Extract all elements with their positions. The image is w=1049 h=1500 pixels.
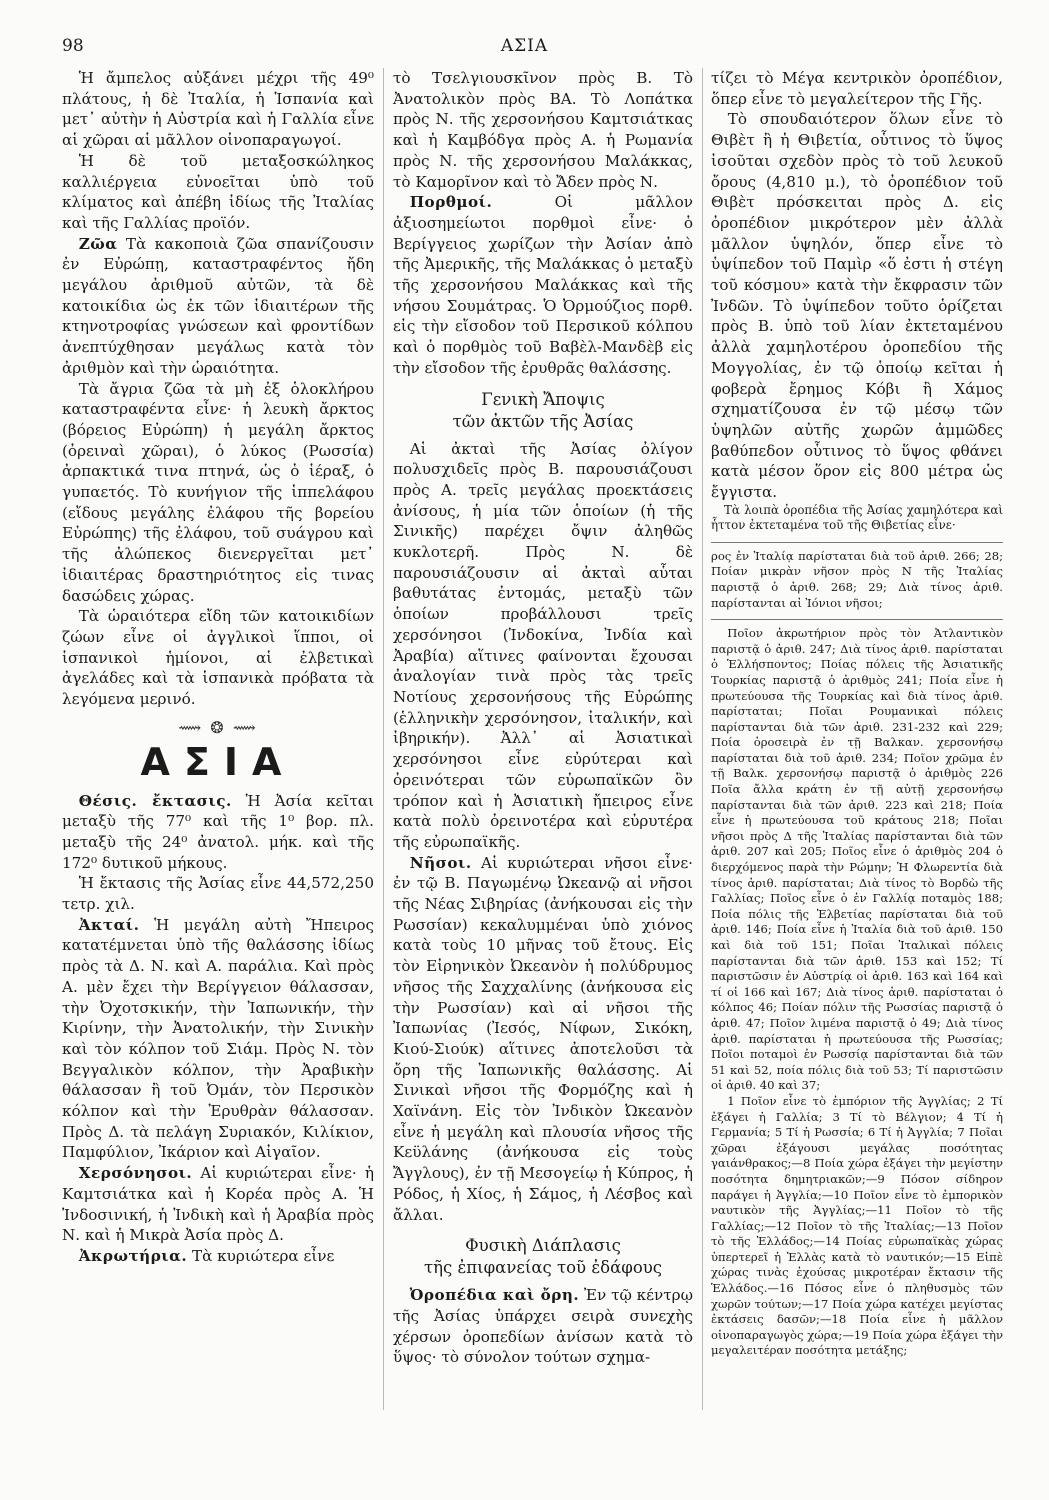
paragraph: Ἡ ἔκτασις τῆς Ἀσίας εἶνε 44,572,250 τετρ. χιλ. bbox=[62, 874, 374, 914]
heading-nesoi: Νῆσοι. bbox=[409, 853, 472, 872]
subheading-line: τῆς ἐπιφανείας τοῦ ἐδάφους bbox=[423, 1258, 663, 1278]
column-rule-left bbox=[383, 68, 384, 1410]
page-number: 98 bbox=[62, 36, 84, 56]
heading-chersonesoi: Χερσόνησοι. bbox=[78, 1164, 193, 1183]
heading-zoa: Ζῶα bbox=[78, 234, 118, 253]
paragraph-akrotiria bbox=[62, 1246, 374, 1267]
questions-paragraph: ρος ἐν Ἰταλίᾳ παρίσταται διὰ τοῦ ἀριθ. 266; 28; Ποίαν μικρὰν νῆσον πρὸς Ν τῆς Ἰταλίας παριστᾷ ὁ ἀριθ. 268; 29; Διὰ τίνος ἀριθ. παρίστανται αἱ Ἰόνιοι νῆσοι; bbox=[711, 548, 1003, 610]
paragraph-text: Οἱ μᾶλλον ἀξιοσημείωτοι πορθμοὶ εἶνε· ὁ Βερίγγειος χωρίζων τὴν Ἀσίαν ἀπὸ τῆς Ἀμερικῆς, τῆς Μαλάκκας ὁ μεταξὺ τῆς χερσονήσου Μαλάκκας καὶ τῆς νήσου Σουμάτρας. Ὁ Ὀρμούζιος πορθ. εἰς τὴν εἴσοδον τοῦ Περσικοῦ κόλπου καὶ ὁ πορθμὸς τοῦ Βαβὲλ-Μανδὲβ εἰς τὴν εἴσοδον τῆς ἐρυθρᾶς θαλάσσης. bbox=[393, 193, 693, 377]
paragraph-note: Τὰ λοιπὰ ὀροπέδια τῆς Ἀσίας χαμηλότερα καὶ ἧττον ἐκτεταμένα τοῦ τῆς Θιβετίας εἶνε· bbox=[711, 502, 1003, 533]
paragraph-text: Ἡ Ἀσία κεῖται μεταξὺ τῆς 77⁰ καὶ τῆς 1⁰ βορ. πλ. μεταξὺ τῆς 24⁰ ἀνατολ. μήκ. καὶ τῆς 172⁰ δυτικοῦ μήκους. bbox=[62, 791, 374, 872]
column-right bbox=[711, 68, 1003, 1359]
ornament-divider: ⟿ ❂ ⟿ bbox=[178, 717, 258, 737]
paragraph-zoa bbox=[62, 234, 374, 379]
footnote-rule bbox=[711, 542, 1003, 543]
paragraph-thesis bbox=[62, 791, 374, 874]
paragraph-text: Τὰ κυριώτερα εἶνε bbox=[191, 1246, 335, 1265]
page-header bbox=[0, 36, 1049, 66]
paragraph-text: Ἐν τῷ κέντρῳ τῆς Ἀσίας ὑπάρχει σειρὰ συνεχὴς χέρσων ὀροπεδίων ἀνίσων κατὰ τὸ ὕψος· τὸ σύνολον τούτων σχημα- bbox=[393, 1286, 693, 1367]
paragraph: τὸ Τσελγιουσκῖνον πρὸς Β. Τὸ Ἀνατολικὸν πρὸς ΒΑ. Τὸ Λοπάτκα πρὸς Ν. τῆς χερσονήσου Καμτσιάτκας καὶ ἡ Καμβόδγα πρὸς Α. ἡ Ρωμανία πρὸς Ν. τῆς χερσονήσου Μαλάκκας, τὸ Καμορῖνον καὶ τὸ Ἄδεν πρὸς Ν. bbox=[393, 69, 693, 191]
questions-rule bbox=[711, 619, 1003, 620]
paragraph-text: Αἱ κυριώτεραι εἶνε· ἡ Καμτσιάτκα καὶ ἡ Κορέα πρὸς Α. Ἡ Ἰνδοσινική, ἡ Ἰνδικὴ καὶ ἡ Ἀραβία πρὸς Ν. καὶ ἡ Μικρὰ Ἀσία πρὸς Δ. bbox=[62, 1164, 374, 1245]
paragraph: Τὰ ὡραιότερα εἴδη τῶν κατοικιδίων ζώων εἶνε οἱ ἀγγλικοὶ ἵπποι, οἱ ἱσπανικοὶ ἡμίονοι, αἱ ἐλβετικαὶ ἀγελάδες καὶ τὰ ἱσπανικὰ πρόβατα τὰ λεγόμενα μερινό. bbox=[62, 607, 374, 709]
paragraph: Τὸ σπουδαιότερον ὅλων εἶνε τὸ Θιβὲτ ἢ ἡ Θιβετία, οὗτινος τὸ ὕψος ἰσοῦται σχεδὸν πρὸς τὸ τοῦ λευκοῦ ὄρους (4,810 μ.), τὸ ὀροπέδιον τοῦ Θιβὲτ πρόσκειται πρὸς Δ. εἰς ὀροπέδιον μικρότερον μὲν ἀλλὰ μᾶλλον ὑψηλόν, ὅπερ εἶνε τὸ ὑψίπεδον τοῦ Παμὶρ «ὅ ἐστι ἡ στέγη τοῦ κόσμου» κατὰ τὴν ἔκφρασιν τῶν Ἰνδῶν. Τὸ ὑψίπεδον τοῦτο ὁρίζεται πρὸς Β. ὑπὸ τοῦ λίαν ἐκτεταμένου ἀλλὰ χαμηλοτέρου ὀροπεδίου τῆς Μογγολίας, ἐν τῷ ὁποίῳ κεῖται ἡ φοβερὰ ἔρημος Κόβι ἢ Χάμος σχηματίζουσα ἐν τῷ μέσῳ τῶν ὑψηλῶν αὐτῆς χωρῶν ἀμμῶδες βαθύπεδον οὗτινος τὸ ὕψος φθάνει κατὰ μέσον ὅρον εἰς 800 μέτρα ὡς ἔγγιστα. bbox=[711, 110, 1003, 502]
heading-thesis: Θέσις. ἔκτασις. bbox=[78, 791, 232, 810]
heading-akrotiria: Ἀκρωτήρια. bbox=[78, 1246, 188, 1265]
paragraph-nesoi bbox=[393, 853, 693, 1226]
paragraph: Τὰ ἄγρια ζῶα τὰ μὴ ἐξ ὁλοκλήρου καταστραφέντα εἶνε· ἡ λευκὴ ἄρκτος (βόρειος Εὐρώπη) ἡ μεγάλη ἄρκτος (ὀρειναὶ χῶραι), ὁ λύκος (Ρωσσία) ἀρπακτικά τινα πτηνά, ὡς ὁ ἱέραξ, ὁ γυπαετός. Τὸ κυνήγιον τῆς ἱππελάφου (εἴδους μεγάλης ἐλάφου τῆς βορείου Εὐρώπης) τῆς ἐλάφου, τοῦ συάγρου καὶ τῆς ἀλώπεκος διενεργεῖται μετ᾽ ἰδιαιτέρας δραστηριότητος εἰς τινας δασώδεις χώρας. bbox=[62, 379, 374, 605]
paragraph-oropedia bbox=[393, 1285, 693, 1368]
subheading-line: τῶν ἀκτῶν τῆς Ἀσίας bbox=[452, 411, 634, 431]
heading-aktai: Ἀκταί. bbox=[78, 915, 140, 934]
heading-porthmoi: Πορθμοί. bbox=[409, 193, 493, 212]
heading-oropedia: Ὀροπέδια καὶ ὄρη. bbox=[409, 1286, 580, 1305]
paragraph-text: Ἡ μεγάλη αὐτὴ Ἤπειρος κατατέμνεται ὑπὸ τῆς θαλάσσης ἰδίως πρὸς τὰ Δ. Ν. καὶ Α. παράλια. Καὶ πρὸς Α. μὲν ἔχει τὴν Βερίγγειον θάλασσαν, τὴν Ὀχοτσκικήν, τὴν Ἰαπωνικήν, τὴν Κιρίνην, τὴν Ἀνατολικήν, τὴν Σινικὴν καὶ τὸν κόλπον τοῦ Σιάμ. Πρὸς Ν. τὸν Βεγγαλικὸν κόλπον, τὴν Ἀραβικὴν θάλασσαν ἢ τοῦ Ὀμάν, τὸν Περσικὸν κόλπον καὶ τὴν Ἐρυθρὰν θάλασσαν. Πρὸς Δ. τὰ πελάγη Συριακόν, Κιλίκιον, Παμφύλιον, Ἰκάριον καὶ Αἰγαῖον. bbox=[62, 915, 375, 1162]
questions-block bbox=[711, 549, 1003, 1359]
paragraph-text: Τὰ κακοποιὰ ζῶα σπανίζουσιν ἐν Εὐρώπῃ, καταστραφέντος ἤδη μεγάλου ἀριθμοῦ αὐτῶν, τὰ δὲ κατοικίδια ὡς ἐκ τῶν ἰδιαιτέρων τῆς κτηνοτροφίας γνώσεων καὶ φροντίδων ἀνεπτύχθησαν μεγάλως κατὰ τὸν ἀριθμὸν καὶ τὴν ὡραιότητα. bbox=[62, 234, 375, 377]
column-middle bbox=[393, 68, 693, 1368]
questions-paragraph: 1 Ποῖον εἶνε τὸ ἐμπόριον τῆς Ἀγγλίας; 2 Τί ἐξάγει ἡ Γαλλία; 3 Τί τὸ Βέλγιον; 4 Τί ἡ Γερμανία; 5 Τί ἡ Ρωσσία; 6 Τί ἡ Ἀγγλία; 7 Ποῖαι χῶραι ἐξάγουσι μεγάλας ποσότητας γαιάνθρακος;—8 Ποία χώρα ἐξάγει τὴν μεγίστην ποσότητα δημητριακῶν;—9 Πόσον σίδηρον παράγει ἡ Ἀγγλία;—10 Ποῖον εἶνε τὸ ἐμπορικὸν ναυτικὸν τῆς Ἀγγλίας;—11 Ποῖον τὸ τῆς Γαλλίας;—12 Ποῖον τὸ τῆς Ἰταλίας;—13 Ποῖον τὸ τῆς Ἑλλάδος;—14 Ποίας εὐρωπαϊκὰς χώρας ὑπερτερεῖ ἡ Ἑλλὰς κατὰ τὸ ναυτικόν;—15 Εἰπὲ χώρας τινὰς ἐχούσας μικροτέραν ἔκτασιν τῆς Ἑλλάδος.—16 Πόσος εἶνε ὁ πληθυσμὸς τῶν χωρῶν τούτων;—17 Ποία χώρα κατέχει μεγίστας ἐκτάσεις δασῶν;—18 Ποία εἶνε ἡ μᾶλλον οἰνοπαραγωγὸς χώρα;—19 Ποία χώρα ἐξάγει τὴν μεγαλειτέραν ποσότητα μετάξης; bbox=[711, 1093, 1003, 1358]
subheading-line: Φυσικὴ Διάπλασις bbox=[465, 1236, 621, 1256]
subheading-line: Γενικὴ Ἄποψις bbox=[481, 389, 605, 409]
paragraph-text: Αἱ κυριώτεραι νῆσοι εἶνε· ἐν τῷ Β. Παγωμένῳ Ὠκεανῷ αἱ νῆσοι τῆς Νέας Σιβηρίας (ἀνήκουσαι εἰς τὴν Ρωσσίαν) κεκαλυμμέναι ὑπὸ χιόνος κατὰ τοὺς 10 μῆνας τοῦ ἔτους. Εἰς τὸν Εἰρηνικὸν Ὠκεανὸν ἡ πολύδρυμος νῆσος τῆς Σαχχαλίνης (ἀνήκουσα εἰς τὴν Ρωσσίαν) καὶ αἱ νῆσοι τῆς Ἰαπωνίας (Ἰεσός, Νίφων, Σικόκη, Κιού-Σιούκ) αἵτινες ἀποτελοῦσι τὰ ὄρη τῆς Ἰαπωνικῆς θαλάσσης. Αἱ Σινικαὶ νῆσοι τῆς Φορμόζης καὶ ἡ Χαϊνάνη. Εἰς τὸν Ἰνδικὸν Ὠκεανὸν εἶνε ἡ μεγάλη καὶ πλουσία νῆσος τῆς Κεϋλάνης (ἀνήκουσα εἰς τοὺς Ἄγγλους), ἐν τῇ Μεσογείῳ ἡ Κύπρος, ἡ Ρόδος, ἡ Χίος, ἡ Σάμος, ἡ Λέσβος καὶ ἄλλαι. bbox=[393, 853, 694, 1224]
paragraph-porthmoi bbox=[393, 192, 693, 378]
subheading-physical-formation bbox=[393, 1235, 693, 1279]
column-left bbox=[62, 68, 374, 1267]
questions-paragraph: Ποῖον ἀκρωτήριον πρὸς τὸν Ἀτλαντικὸν παριστᾷ ὁ ἀριθ. 247; Διὰ τίνος ἀριθ. παρίσταται ὁ Ἑλλήσποντος; Ποίας πόλεις τῆς Ἀσιατικῆς Τουρκίας παριστᾷ ὁ ἀριθμὸς 241; Ποία εἶνε ἡ πρωτεύουσα τῆς Τουρκίας καὶ διὰ τίνος ἀριθ. παρίσταται; Ποῖαι Ρουμανικαὶ πόλεις παρίστανται διὰ τῶν ἀριθ. 231-232 καὶ 229; Ποία ὁροσειρὰ ἐν τῇ Βαλκαν. χερσονήσῳ παρίσταται διὰ τοῦ ἀριθ. 234; Ποῖον χρῶμα ἐν τῇ Βαλκ. χερσονήσῳ παριστᾷ ὁ ἀριθμὸς 226 Ποῖα ἄλλα κράτη ἐν τῇ αὐτῇ χερσονήσῳ παρίστανται διὰ τῶν ἀριθ. 223 καὶ 218; Ποία εἶνε ἡ πρωτεύουσα τοῦ κράτους 218; Ποῖαι νῆσοι πρὸς Δ τῆς Ἰταλίας παρίστανται διὰ τῶν ἀριθ. 207 καὶ 205; Ποῖος εἶνε ὁ ἀριθμὸς 204 ὁ διερχόμενος παρὰ τὴν Ρώμην; Ἡ Φλωρεντία διὰ τίνος ἀριθ. παρίσταται; Διὰ τίνος τὸ Βορδὼ τῆς Γαλλίας; Ποῖος εἶνε ὁ ἐν Γαλλίᾳ ποταμὸς 188; Ποία πόλις τῆς Ἑλβετίας παρίσταται διὰ τοῦ ἀριθ. 146; Ποία εἶνε ἡ Ἰταλία διὰ τοῦ ἀριθ. 150 καὶ διὰ τοῦ 151; Ποῖαι Ἰταλικαὶ πόλεις παρίστανται διὰ τῶν ἀριθ. 153 καὶ 152; Τί παριστῶσιν ἐν Αὐστρίᾳ οἱ ἀριθ. 163 καὶ 164 καὶ τί οἱ 166 καὶ 167; Διὰ τίνος ἀριθ. παρίσταται ὁ κόλπος 46; Ποίαν πόλιν τῆς Ρωσσίας παριστᾷ ὁ ἀριθ. 47; Ποῖον λιμένα παριστᾷ ὁ 49; Διὰ τίνος ἀριθ. παρίσταται ἡ πρωτεύουσα τῆς Ρωσσίας; Ποῖοι ποταμοὶ ἐν Ρωσσίᾳ παρίστανται διὰ τῶν 51 καὶ 52, ποία πόλις διὰ τοῦ 53; Τί παριστῶσιν οἱ ἀριθ. 40 καὶ 37; bbox=[711, 626, 1003, 1093]
paragraph: Ἡ δὲ τοῦ μεταξοσκώληκος καλλιέργεια εὐνοεῖται ὑπὸ τοῦ κλίματος καὶ ἀπέβη ἰδίως τῆς Ἰταλίας καὶ τῆς Γαλλίας προϊόν. bbox=[62, 151, 374, 232]
column-rule-right bbox=[702, 68, 703, 1410]
paragraph-chersonesoi bbox=[62, 1163, 374, 1246]
paragraph-aktai bbox=[62, 915, 374, 1163]
paragraph: τίζει τὸ Μέγα κεντρικὸν ὀροπέδιον, ὅπερ εἶνε τὸ μεγαλείτερον τῆς Γῆς. bbox=[711, 69, 1003, 108]
paragraph: Αἱ ἀκταὶ τῆς Ἀσίας ὀλίγον πολυσχιδεῖς πρὸς Β. παρουσιάζουσι πρὸς Α. τρεῖς μεγάλας προεκτάσεις ἀνίσους, ἡ μία τῶν ὁποίων (ἡ τῆς Σινικῆς) παρέχει ὄψιν ἀληθῶς κυκλοτερῆ. Πρὸς Ν. δὲ παρουσιάζουσιν αἱ ἀκταὶ αὗται βαθυτάτας ἐντομάς, μεταξὺ τῶν ὁποίων προβάλλουσι τρεῖς χερσόνησοι (Ἰνδοκίνα, Ἰνδία καὶ Ἀραβία) αἵτινες φαίνονται ἔχουσαι ἀναλογίαν τινὰ πρὸς τὰς τρεῖς Νοτίους χερσονήσους τῆς Εὐρώπης (ἑλληνικὴν χερσόνησον, ἰταλικήν, καὶ ἰβηρικήν). Ἀλλ᾽ αἱ Ἀσιατικαὶ χερσόνησοι εἶνε εὐρύτεραι καὶ ὀρεινότεραι τῶν εὐρωπαϊκῶν ὃν τρόπον καὶ ἡ Ἀσιατικὴ ἤπειρος εἶνε κατὰ πολὺ ὀρεινοτέρα καὶ εὐρυτέρα τῆς εὐρωπαϊκῆς. bbox=[393, 439, 693, 851]
subheading-general-view bbox=[393, 389, 693, 433]
paragraph: Ἡ ἄμπελος αὐξάνει μέχρι τῆς 49⁰ πλάτους, ἡ δὲ Ἰταλία, ἡ Ἱσπανία καὶ μετ᾽ αὐτὴν ἡ Αὐστρία καὶ ἡ Γαλλία εἶνε αἱ χῶραι αἱ μᾶλλον οἰνοπαραγωγοί. bbox=[62, 69, 374, 150]
section-title: ΑΣΙΑ bbox=[140, 739, 296, 784]
running-title: ΑΣΙΑ bbox=[500, 36, 549, 56]
